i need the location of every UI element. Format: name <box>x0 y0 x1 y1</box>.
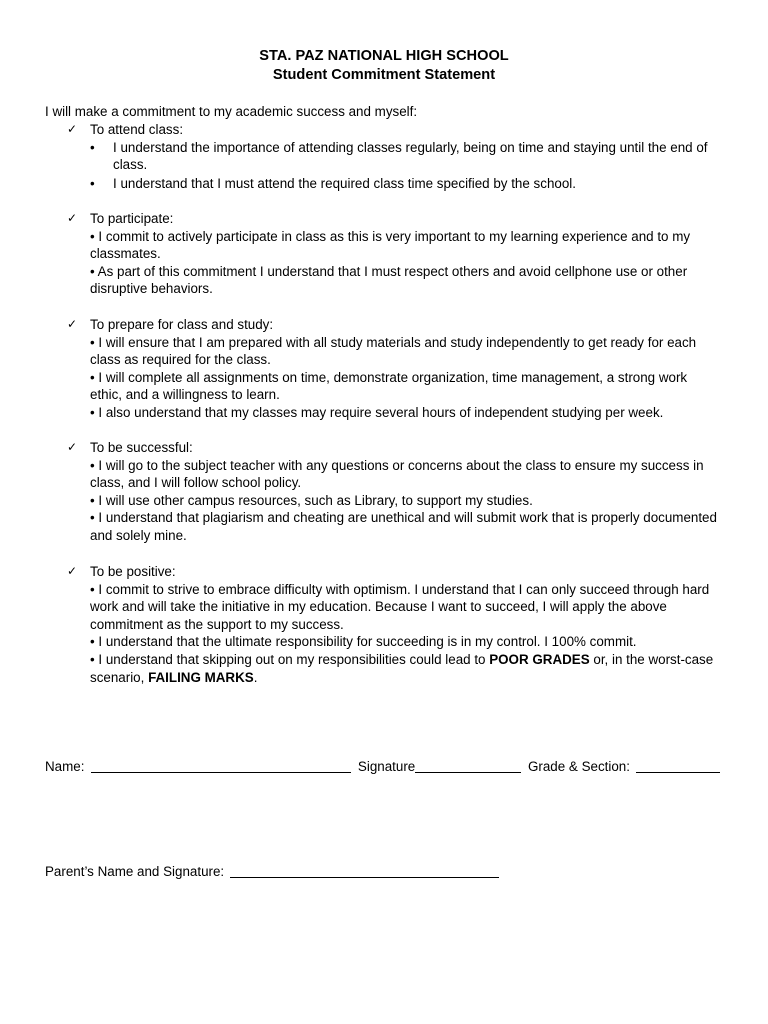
section-heading-text: To participate: <box>90 211 174 226</box>
list-item <box>90 139 735 174</box>
list-item: • As part of this commitment I understand that I must respect others and avoid cellphone use or other disruptive behaviors. <box>90 263 688 297</box>
parent-signature-row <box>45 863 499 881</box>
parent-label: Parent’s Name and Signature: <box>45 864 225 879</box>
section-heading <box>45 210 735 228</box>
student-signature-row <box>45 758 720 776</box>
list-item: • I understand that plagiarism and cheating are unethical and will submit work that is properly documented and solely mine. <box>90 510 717 543</box>
list-item-text: • I understand that skipping out on my responsibilities could lead to <box>90 651 490 667</box>
signature-label: Signature <box>357 759 416 774</box>
list-item-text: I understand that I must attend the required class time specified by the school. <box>113 175 576 191</box>
bullet-icon: • <box>90 139 95 155</box>
checkmark-icon: ✓ <box>67 440 78 454</box>
name-label: Name: <box>45 759 85 774</box>
name-blank[interactable] <box>91 760 351 773</box>
section-heading-text: To be positive: <box>90 564 176 579</box>
list-item-text: . <box>253 669 258 685</box>
parent-blank[interactable] <box>230 865 499 878</box>
document-header <box>0 47 768 84</box>
list-item: • I will use other campus resources, such as Library, to support my studies. <box>90 492 533 508</box>
section-positive <box>45 563 735 686</box>
checkmark-icon: ✓ <box>67 564 78 578</box>
section-heading-text: To attend class: <box>90 122 184 137</box>
section-participate <box>45 210 735 298</box>
poor-grades-emphasis: POOR GRADES <box>489 651 590 667</box>
checkmark-icon: ✓ <box>67 317 78 331</box>
document-title: Student Commitment Statement <box>272 66 496 83</box>
checkmark-icon: ✓ <box>67 122 78 136</box>
bullet-icon: • <box>90 175 95 191</box>
section-heading <box>45 563 735 581</box>
grade-section-label: Grade & Section: <box>527 759 630 774</box>
section-heading-text: To be successful: <box>90 440 193 455</box>
section-heading-text: To prepare for class and study: <box>90 317 274 332</box>
section-heading <box>45 316 735 334</box>
section-prepare <box>45 316 735 422</box>
list-item-text: I understand the importance of attending classes regularly, being on time and staying until the end of class. <box>113 139 708 173</box>
section-successful <box>45 439 735 545</box>
failing-marks-emphasis: FAILING MARKS <box>148 669 254 685</box>
checkmark-icon: ✓ <box>67 211 78 225</box>
school-name: STA. PAZ NATIONAL HIGH SCHOOL <box>259 48 509 64</box>
list-item: • I will complete all assignments on time, demonstrate organization, time management, a strong work ethic, and a willingness to learn. <box>90 369 688 403</box>
list-item: • I commit to strive to embrace difficulty with optimism. I understand that I can only succeed through hard work and will take the initiative in my education. Because I want to succeed, I will apply the above commitment as the support to my success. <box>90 581 710 632</box>
list-item-text: or, in the worst-case scenario, <box>90 651 714 685</box>
bullet-list <box>45 139 735 193</box>
list-item: • I understand that the ultimate responsibility for succeeding is in my control. I 100% commit. <box>90 634 637 650</box>
list-item: • I commit to actively participate in class as this is very important to my learning experience and to my classmates. <box>90 228 691 262</box>
grade-section-blank[interactable] <box>636 760 720 773</box>
section-heading <box>45 439 735 457</box>
list-item: • I will go to the subject teacher with any questions or concerns about the class to ensure my success in class, and I will follow school policy. <box>90 457 704 491</box>
signature-blank[interactable] <box>415 760 521 773</box>
intro-text: I will make a commitment to my academic success and myself: <box>45 104 418 119</box>
list-item: • I also understand that my classes may require several hours of independent studying per week. <box>90 404 664 420</box>
list-item <box>45 651 718 686</box>
section-heading <box>45 121 735 139</box>
list-item: • I will ensure that I am prepared with all study materials and study independently to get ready for each class as required for the class. <box>90 334 697 368</box>
list-item <box>90 175 735 193</box>
section-attend-class <box>45 121 735 192</box>
